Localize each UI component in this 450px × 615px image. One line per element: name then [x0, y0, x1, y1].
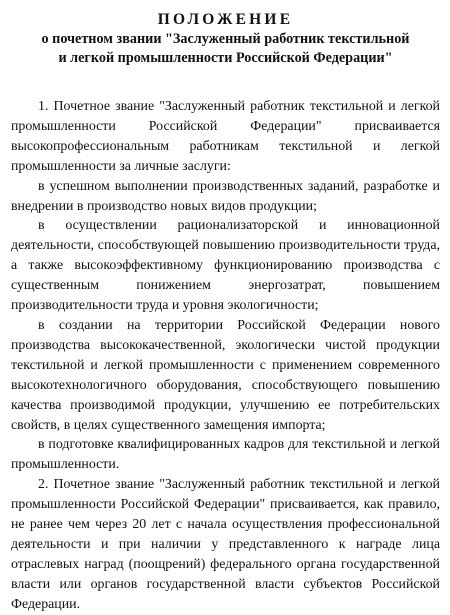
paragraph-1: 1. Почетное звание "Заслуженный работник текстильной и легкой промышленности Российской Федерации" присваивается высокопрофессиональным работникам текстильной и легкой промышленности за личные заслуги: — [11, 99, 440, 174]
paragraph-2: в успешном выполнении производственных заданий, разработке и внедрении в производство новых видов продукции; — [11, 178, 440, 214]
paragraph-6: 2. Почетное звание "Заслуженный работник текстильной и легкой промышленности Российской Федерации" присваивается, как правило, не ранее чем через 20 лет с начала осуществления профессиональной деятельности и при наличии у представленного к награде лица отраслевых наград (поощрений) федерального органа государственной власти или органов государственной власти субъектов Российской Федерации. — [11, 477, 440, 612]
paragraph-4: в создании на территории Российской Федерации нового производства высококачественной, экологически чистой продукции текстильной и легкой промышленности с применением современного высокотехнологичного оборудования, способствующего повышению качества производимой продукции, улучшению ее потребительских свойств, в целях существенного замещения импорта; — [11, 317, 440, 433]
document-subtitle-line-1: о почетном звании "Заслуженный работник текстильной — [41, 31, 410, 47]
document-title: ПОЛОЖЕНИЕ — [157, 11, 294, 28]
paragraph-3: в осуществлении рационализаторской и инновационной деятельности, способствующей повышению производительности труда, а также высокоэффективному функционированию производства с существенным понижением энергозатрат, повышением производительности труда и уровня экологичности; — [11, 218, 440, 314]
paragraph-5: в подготовке квалифицированных кадров для текстильной и легкой промышленности. — [11, 437, 440, 473]
document-subtitle-line-2: и легкой промышленности Российской Федерации" — [58, 50, 393, 66]
document-body — [11, 97, 440, 615]
